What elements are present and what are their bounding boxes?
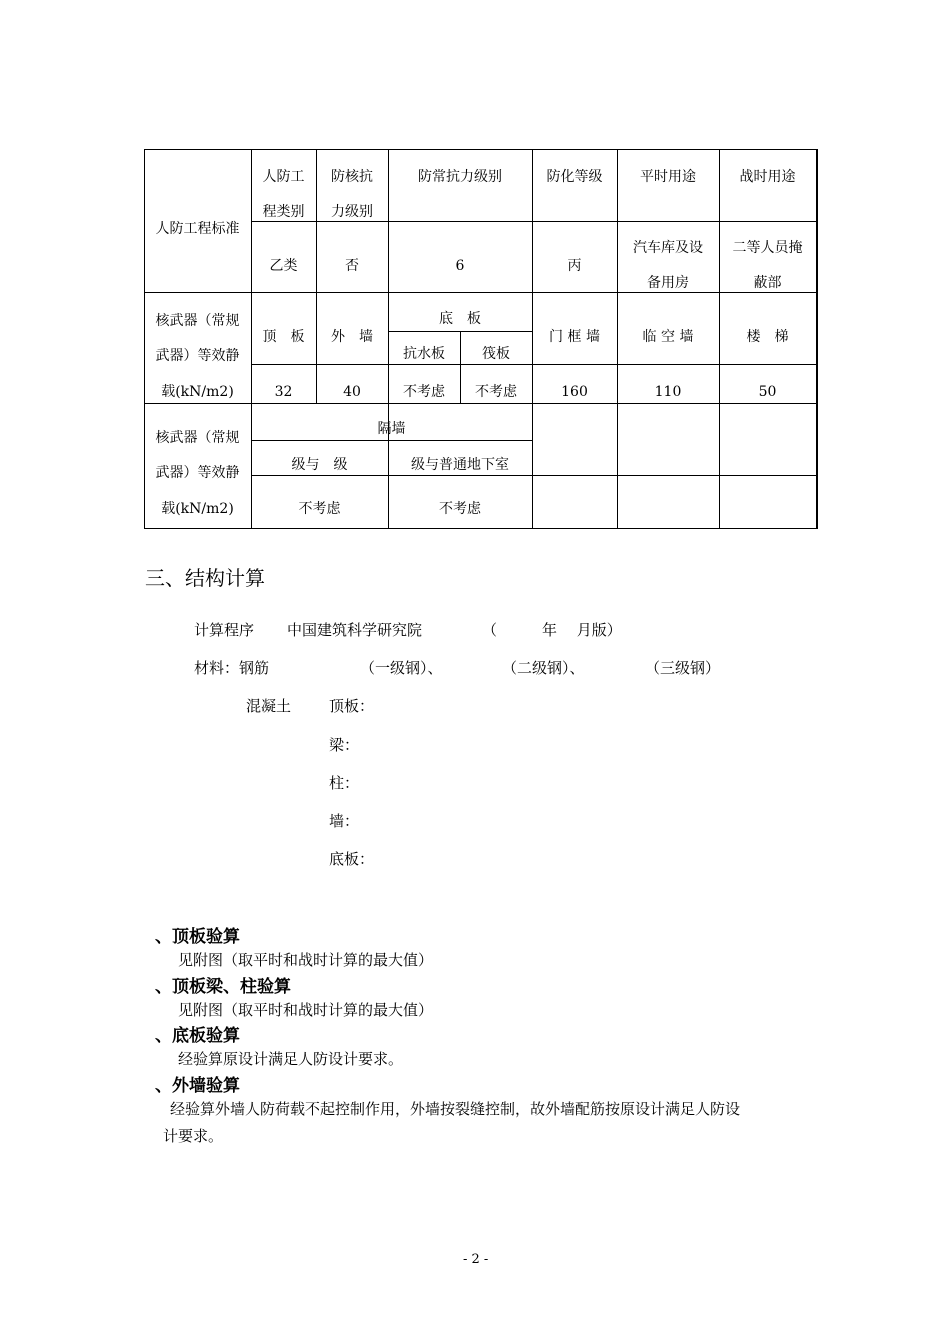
value-wartime-use-l1: 二等人员掩 — [732, 240, 803, 256]
page-number: - 2 - — [463, 1252, 489, 1267]
header-chemical-level: 防化等级 — [546, 169, 603, 185]
value-peacetime-use-l2: 备用房 — [647, 275, 689, 291]
value-peacetime-use-l1: 汽车库及设 — [633, 240, 703, 256]
check-roof-text: 见附图（取平时和战时计算的最大值） — [178, 951, 434, 969]
check-beam-column-text: 见附图（取平时和战时计算的最大值） — [178, 1001, 434, 1019]
header-nuclear-level-l2: 力级别 — [331, 204, 373, 220]
row-label-load2-l1: 核武器（常规 — [155, 430, 240, 446]
header-roof: 顶 板 — [262, 329, 305, 345]
row-label-load-l2: 武器）等效静 — [155, 348, 240, 364]
header-peacetime-use: 平时用途 — [640, 169, 696, 185]
concrete-label: 混凝土 — [246, 697, 292, 715]
header-raft: 筏板 — [482, 346, 510, 362]
check-roof-title: 、顶板验算 — [155, 927, 240, 947]
steel-grade-1: （一级钢）、 — [360, 659, 443, 677]
header-project-type-l1: 人防工 — [262, 169, 305, 185]
value-anti-water-slab: 不考虑 — [403, 384, 445, 400]
check-outer-wall-text-l2: 计要求。 — [163, 1127, 224, 1145]
materials-label: 材料：钢筋 — [194, 659, 270, 677]
header-level-to-level: 级与 级 — [291, 457, 348, 473]
value-wartime-use-l2: 蔽部 — [753, 275, 782, 291]
row-label-load-l1: 核武器（常规 — [155, 313, 240, 329]
value-project-type: 乙类 — [269, 258, 298, 274]
value-side-wall: 110 — [654, 384, 682, 400]
steel-grade-3: （三级钢） — [645, 659, 721, 677]
value-roof: 32 — [274, 384, 293, 400]
row-label-load-l3: 载(kN/m2) — [161, 384, 234, 400]
value-door-frame-wall: 160 — [561, 384, 588, 400]
row-label-standard: 人防工程标准 — [155, 221, 240, 237]
header-stairs: 楼 梯 — [746, 329, 789, 345]
check-outer-wall-title: 、外墙验算 — [155, 1076, 240, 1096]
concrete-wall: 墙： — [329, 812, 360, 830]
value-chemical-level: 丙 — [567, 258, 582, 274]
header-project-type-l2: 程类别 — [262, 204, 305, 220]
section-title: 三、结构计算 — [145, 566, 265, 590]
header-anti-water-slab: 抗水板 — [403, 346, 445, 362]
header-nuclear-level-l1: 防核抗 — [331, 169, 373, 185]
value-outer-wall: 40 — [343, 384, 361, 400]
value-nuclear-level: 否 — [345, 258, 359, 274]
program-org: 中国建筑科学研究院 — [287, 621, 423, 639]
check-bottom-slab-text: 经验算原设计满足人防设计要求。 — [178, 1050, 404, 1068]
concrete-column: 柱： — [329, 774, 360, 792]
header-door-frame-wall: 门 框 墙 — [549, 329, 600, 345]
value-raft: 不考虑 — [475, 384, 517, 400]
header-conventional-level: 防常抗力级别 — [418, 169, 502, 185]
check-outer-wall-text-l1: 经验算外墙人防荷载不起控制作用，外墙按裂缝控制，故外墙配筋按原设计满足人防设 — [170, 1100, 741, 1118]
value-stairs: 50 — [758, 384, 777, 400]
check-bottom-slab-title: 、底板验算 — [155, 1026, 240, 1046]
row-label-load2-l3: 载(kN/m2) — [161, 501, 234, 517]
check-beam-column-title: 、顶板梁、柱验算 — [155, 977, 291, 997]
header-partition: 隔墙 — [377, 421, 406, 437]
concrete-bottom-slab: 底板： — [329, 850, 375, 868]
program-label: 计算程序 — [194, 621, 255, 639]
header-level-to-basement: 级与普通地下室 — [411, 457, 509, 473]
header-wartime-use: 战时用途 — [739, 169, 796, 185]
header-outer-wall: 外 墙 — [331, 329, 373, 345]
header-bottom-slab: 底 板 — [439, 311, 481, 327]
row-label-load2-l2: 武器）等效静 — [155, 465, 240, 481]
concrete-roof: 顶板： — [329, 697, 375, 715]
value-level-to-level: 不考虑 — [298, 501, 341, 517]
concrete-beam: 梁： — [329, 736, 360, 754]
steel-grade-2: （二级钢）、 — [502, 659, 585, 677]
header-side-wall: 临 空 墙 — [642, 329, 694, 345]
value-conventional-level: 6 — [455, 258, 465, 274]
value-level-to-basement: 不考虑 — [439, 501, 481, 517]
program-version: （ 年 月版） — [482, 621, 622, 639]
